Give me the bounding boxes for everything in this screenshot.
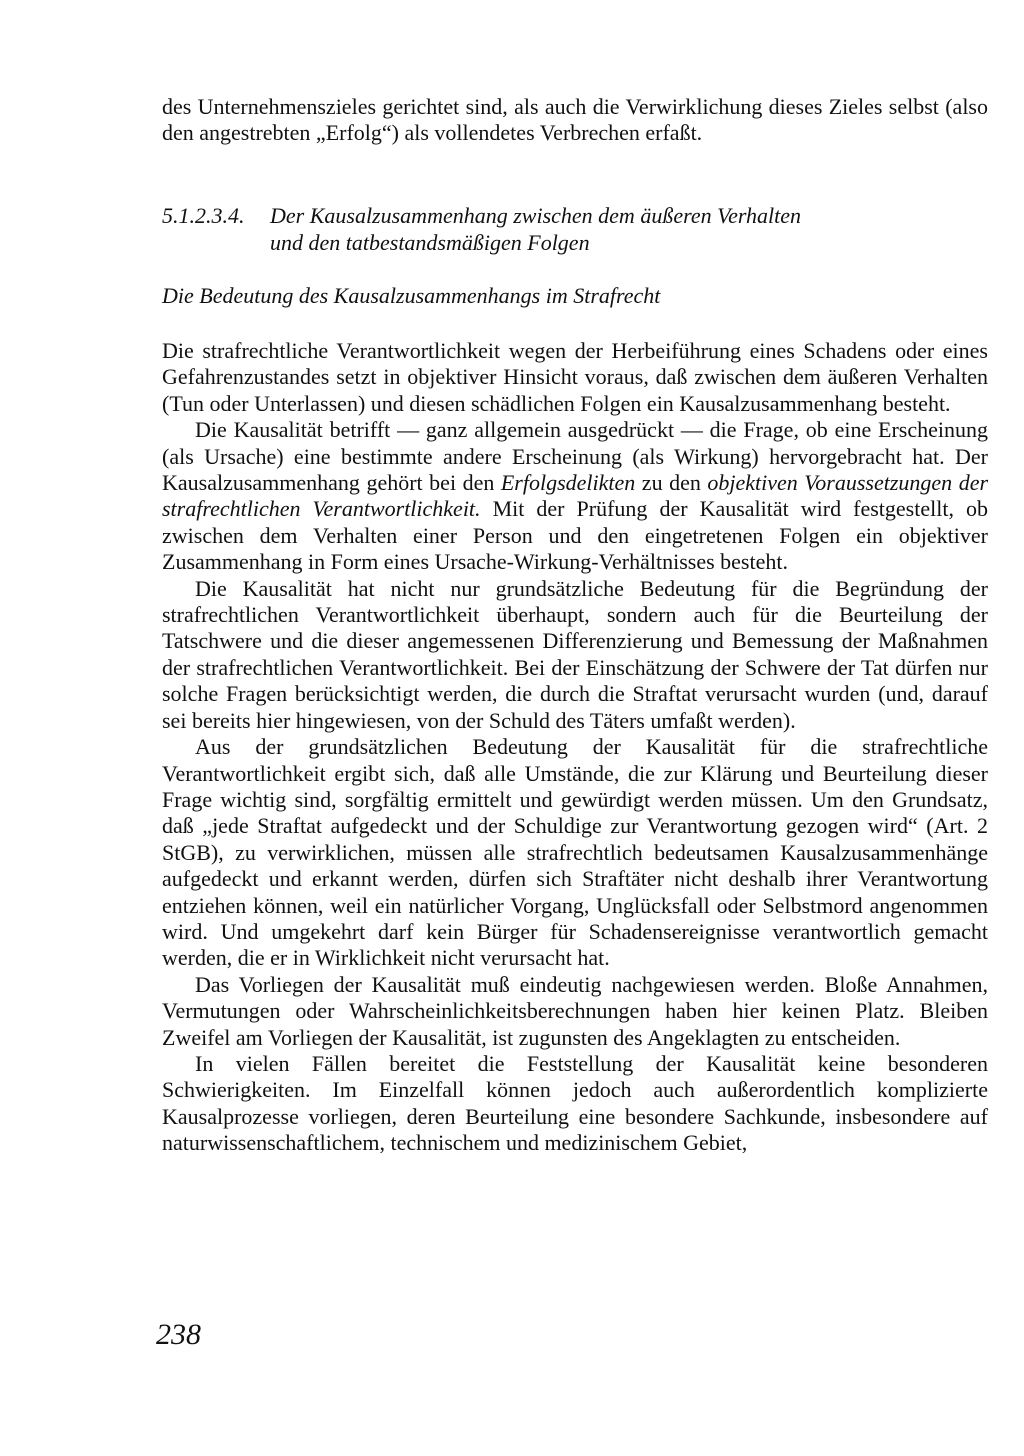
paragraph-2-part-a: Die Kausalität betrifft — ganz allgemein ausgedrückt — die Frage, ob eine Erscheinung (als Ursache) eine bestimmte andere Erscheinung (als Wirkung) hervorgebracht hat. Der Kausalzusammenhang gehört bei den (162, 417, 988, 496)
section-title-line2: und den tatbestandsmäßigen Folgen (270, 230, 590, 255)
paragraph-2-emphasis-1: Erfolgsdelikten (500, 470, 636, 496)
paragraph-4: Aus der grundsätzlichen Bedeutung der Kausalität für die strafrechtliche Verantwortlichkeit ergibt sich, daß alle Umstände, die zur Klärung und Beurteilung dieser Frage wichtig sind, sorgfältig ermittelt und gewürdigt werden müssen. Um den Grundsatz, daß „jede Straftat aufgedeckt und der Schuldige zur Verantwortung gezogen wird“ (Art. 2 StGB), zu verwirklichen, müssen alle strafrechtlich bedeutsamen Kausalzusammenhänge aufgedeckt und erkannt werden, dürfen sich Straftäter nicht deshalb ihrer Verantwortung entziehen können, weil ein natürlicher Vorgang, Unglücksfall oder Selbstmord angenommen wird. Und umgekehrt darf kein Bürger für Schadensereignisse verantwortlich gemacht werden, die er in Wirklichkeit nicht verursacht hat. (162, 734, 988, 971)
page-content (162, 94, 988, 147)
paragraph-2 (162, 417, 988, 575)
paragraph-1: Die strafrechtliche Verantwortlichkeit wegen der Herbeiführung eines Schadens oder eines Gefahrenzustandes setzt in objektiver Hinsicht voraus, daß zwischen dem äußeren Verhalten (Tun oder Unterlassen) und diesen schädlichen Folgen ein Kausalzusammenhang besteht. (162, 338, 988, 416)
paragraph-6: In vielen Fällen bereitet die Feststellung der Kausalität keine besonderen Schwierigkeiten. Im Einzelfall können jedoch auch außerordentlich komplizierte Kausalprozesse vorliegen, deren Beurteilung eine besondere Sachkunde, insbesondere auf naturwissenschaftlichem, technischem und medizinischem Gebiet, (162, 1050, 988, 1156)
subsection-heading: Die Bedeutung des Kausalzusammenhangs im Strafrecht (162, 283, 661, 308)
body-text (162, 338, 988, 1157)
paragraph-2-emphasis-2: objektiven Voraussetzungen der strafrechtlichen Verantwortlichkeit. (162, 470, 989, 522)
section-heading-line1 (162, 202, 988, 229)
paragraph-2-part-b: zu den (635, 470, 708, 496)
paragraph-2-part-c: Mit der Prüfung der Kausalität wird festgestellt, ob zwischen dem Verhalten einer Person und den eingetretenen Folgen ein objektiver Zusammenhang in Form eines Ursache-Wirkung-Verhältnisses besteht. (162, 496, 988, 575)
paragraph-3: Die Kausalität hat nicht nur grundsätzliche Bedeutung für die Begründung der strafrechtlichen Verantwortlichkeit überhaupt, sondern auch für die Beurteilung der Tatschwere und die dieser angemessenen Differenzierung und Bemessung der Maßnahmen der strafrechtlichen Verantwortlichkeit. Bei der Einschätzung der Schwere der Tat dürfen nur solche Fragen berücksichtigt werden, die durch die Straftat verursacht wurden (und, darauf sei bereits hier hingewiesen, von der Schuld des Täters umfaßt werden). (162, 575, 988, 733)
intro-paragraph: des Unternehmenszieles gerichtet sind, als auch die Verwirklichung dieses Zieles selbst (also den angestrebten „Erfolg“) als vollendetes Verbrechen erfaßt. (162, 94, 988, 146)
section-number: 5.1.2.3.4. (162, 203, 245, 228)
paragraph-5: Das Vorliegen der Kausalität muß eindeutig nachgewiesen werden. Bloße Annahmen, Vermutungen oder Wahrscheinlichkeitsberechnungen haben hier keinen Platz. Bleiben Zweifel am Vorliegen der Kausalität, ist zugunsten des Angeklagten zu entscheiden. (162, 971, 988, 1050)
section-title-line1: Der Kausalzusammenhang zwischen dem äußeren Verhalten (270, 203, 802, 228)
page-number: 238 (156, 1318, 201, 1351)
section-heading (162, 202, 988, 256)
